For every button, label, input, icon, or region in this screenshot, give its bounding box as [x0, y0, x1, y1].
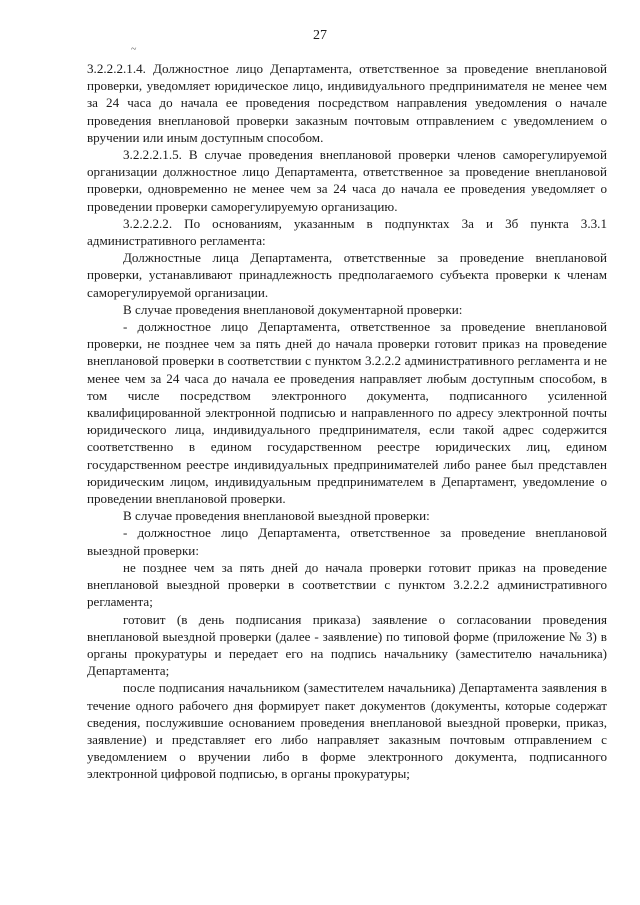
- paragraph-3-2-2-2-1-4: 3.2.2.2.1.4. Должностное лицо Департамента, ответственное за проведение внеплановой проверки, уведомляет юридическое лицо, индивидуального предпринимателя не менее чем за 24 часа до начала ее проведения посредством направления уведомления о начале проведения внеплановой проверки заказным почтовым отправлением с уведомлением о вручении или иным доступным способом.: [87, 61, 607, 145]
- paragraph-onsite-case: В случае проведения внеплановой выездной проверки:: [123, 508, 430, 524]
- page-number: 27: [313, 28, 327, 43]
- paragraph-onsite-package: после подписания начальником (заместителем начальника) Департамента заявления в течение одного рабочего дня формирует пакет документов (документы, которые содержат сведения, послужившие основанием проведения внеплановой выездной проверки, приказ, заявление) и представляет его либо направляет заказным почтовым отправлением с уведомлением о вручении либо в форме электронного документа, подписанного электронной цифровой подписью, в органы прокуратуры;: [87, 680, 607, 782]
- paragraph-officials: Должностные лица Департамента, ответственные за проведение внеплановой проверки, устанавливают принадлежность предполагаемого субъекта проверки к членам саморегулируемой организации.: [87, 250, 607, 300]
- scan-mark: ~: [131, 44, 137, 55]
- paragraph-3-2-2-2-1-5: 3.2.2.2.1.5. В случае проведения внеплановой проверки членов саморегулируемой организации должностное лицо Департамента, ответственное за проведение внеплановой проверки, одновременно не менее чем за 24 часа до начала ее проведения уведомляет о проведении проверки саморегулируемую организацию.: [87, 147, 607, 214]
- document-body: [87, 60, 607, 783]
- paragraph-3-2-2-2-2: 3.2.2.2.2. По основаниям, указанным в подпунктах 3а и 3б пункта 3.3.1 административного регламента:: [87, 215, 607, 249]
- paragraph-onsite-application: готовит (в день подписания приказа) заявление о согласовании проведения внеплановой выездной проверки (далее - заявление) по типовой форме (приложение № 3) в органы прокуратуры и передает его на подпись начальнику (заместителю начальника) Департамента;: [87, 611, 607, 679]
- paragraph-onsite-official: - должностное лицо Департамента, ответственное за проведение внеплановой выездной проверки:: [87, 525, 607, 558]
- paragraph-documentary-case: В случае проведения внеплановой документарной проверки:: [123, 301, 463, 317]
- paragraph-onsite-order: не позднее чем за пять дней до начала проверки готовит приказ на проведение внеплановой выездной проверки в соответствии с пунктом 3.2.2.2 административного регламента;: [87, 559, 607, 610]
- paragraph-documentary-steps: - должностное лицо Департамента, ответственное за проведение внеплановой проверки, не позднее чем за пять дней до начала проверки готовит приказ на проведение внеплановой проверки в соответствии с пунктом 3.2.2.2 административного регламента и не менее чем за 24 часа до начала ее проведения направляет любым доступным способом, в том числе посредством электронного документа, подписанного усиленной квалифицированной электронной подписью и направленного по адресу электронной почты юридического лица, индивидуального предпринимателя, если такой адрес содержится соответственно в едином государственном реестре юридических лиц, едином государственном реестре индивидуальных предпринимателей либо ранее был представлен юридическим лицом, индивидуальным предпринимателем в Департамент, уведомление о проведении внеплановой проверки.: [87, 319, 607, 507]
